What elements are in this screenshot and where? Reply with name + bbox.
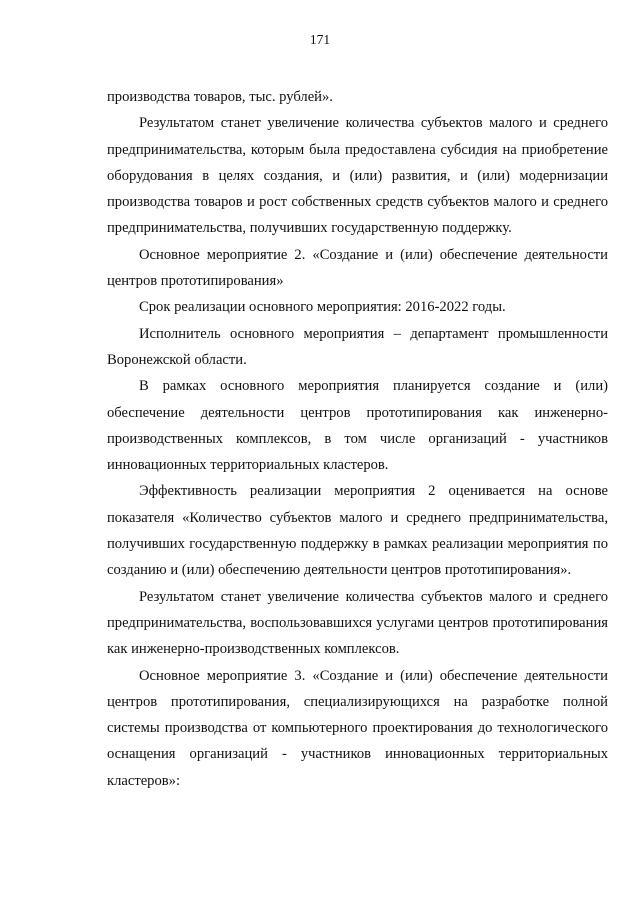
page-number: 171 <box>309 32 331 47</box>
paragraph-main-event-3: Основное мероприятие 3. «Создание и (или) обеспечение деятельности центров прототипирования, специализирующихся на разработке полной системы производства от компьютерного проектирования до технологического оснащения организаций - участников инновационных территориальных кластеров»: <box>107 667 608 789</box>
paragraph-efficiency: Эффективность реализации мероприятия 2 оценивается на основе показателя «Количество субъектов малого и среднего предпринимательства, получивших государственную поддержку в рамках реализации мероприятия по созданию и (или) обеспечению деятельности центров прототипирования». <box>107 483 608 579</box>
paragraph-main-event-2: Основное мероприятие 2. «Создание и (или) обеспечение деятельности центров прототипирования» <box>107 246 608 290</box>
paragraph-continuation: производства товаров, тыс. рублей». <box>107 89 333 105</box>
paragraph-result-subsidy: Результатом станет увеличение количества субъектов малого и среднего предпринимательства, которым была предоставлена субсидия на приобретение оборудования в целях создания, и (или) развития, и (или) модернизации производства товаров и рост собственных средств субъектов малого и среднего предпринимательства, получивших государственную поддержку. <box>107 115 608 237</box>
paragraph-implementation-period: Срок реализации основного мероприятия: 2016-2022 годы. <box>139 299 506 316</box>
paragraph-planned-creation: В рамках основного мероприятия планируется создание и (или) обеспечение деятельности центров прототипирования как инженерно-производственных комплексов, в том числе организаций - участников инновационных территориальных кластеров. <box>107 378 608 474</box>
document-body <box>107 84 608 794</box>
paragraph-executor: Исполнитель основного мероприятия – департамент промышленности Воронежской области. <box>107 325 608 368</box>
paragraph-result-prototyping: Результатом станет увеличение количества субъектов малого и среднего предпринимательства, воспользовавшихся услугами центров прототипирования как инженерно-производственных комплексов. <box>107 588 608 658</box>
